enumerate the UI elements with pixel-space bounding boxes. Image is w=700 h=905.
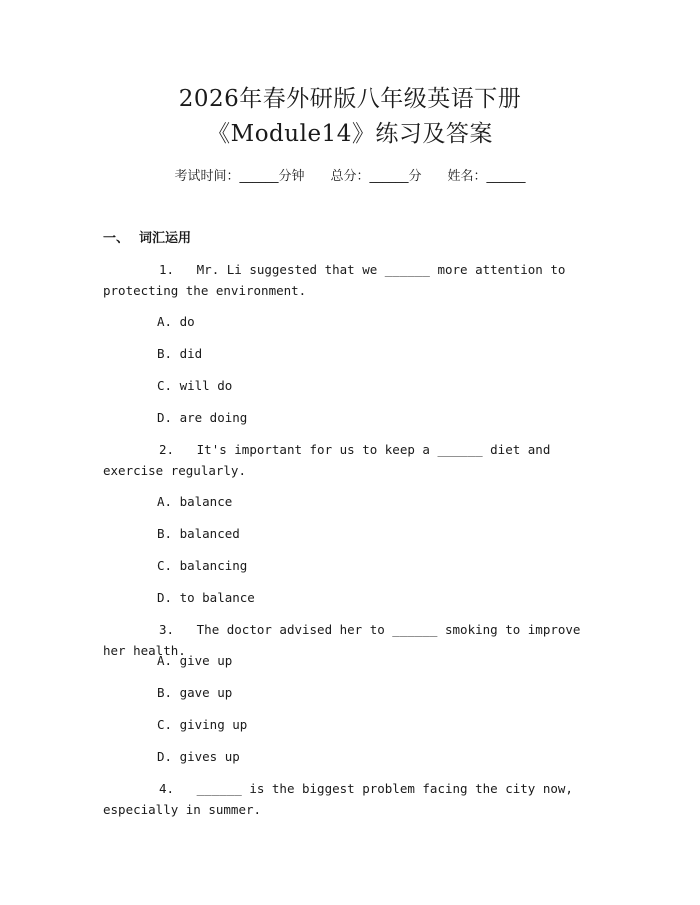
question-number: 3. (159, 622, 175, 637)
question-number: 1. (159, 262, 175, 277)
section-title: 词汇运用 (139, 231, 192, 246)
option-2d: D. to balance (157, 590, 255, 605)
option-3c: C. giving up (157, 717, 248, 732)
option-3a: A. give up (157, 653, 233, 668)
option-2b: B. balanced (157, 526, 240, 541)
question-1 (103, 259, 603, 301)
student-name-field: 姓名：______ (447, 169, 526, 184)
option-1a: A. do (157, 314, 195, 329)
option-2c: C. balancing (157, 558, 248, 573)
question-text: Mr. Li suggested that we ______ more attention to protecting the environment. (103, 262, 573, 298)
option-1b: B. did (157, 346, 203, 361)
section-number: 一、 (103, 231, 130, 246)
option-2a: A. balance (157, 494, 233, 509)
option-3b: B. gave up (157, 685, 233, 700)
exam-info-line (0, 168, 700, 186)
page-title: 2026年春外研版八年级英语下册 (178, 86, 522, 112)
page-subtitle: 《Module14》练习及答案 (207, 121, 493, 147)
exam-time-field: 考试时间：______分钟 (174, 169, 305, 184)
question-text: The doctor advised her to ______ smoking to improve her health. (103, 622, 588, 658)
question-text: ______ is the biggest problem facing the city now, especially in summer. (103, 781, 581, 817)
option-1d: D. are doing (157, 410, 248, 425)
section-heading (103, 230, 191, 248)
total-score-field: 总分：______分 (330, 169, 422, 184)
question-2 (103, 439, 603, 481)
question-text: It's important for us to keep a ______ diet and exercise regularly. (103, 442, 558, 478)
question-number: 2. (159, 442, 175, 457)
question-4 (103, 778, 603, 820)
option-1c: C. will do (157, 378, 233, 393)
question-number: 4. (159, 781, 175, 796)
option-3d: D. gives up (157, 749, 240, 764)
